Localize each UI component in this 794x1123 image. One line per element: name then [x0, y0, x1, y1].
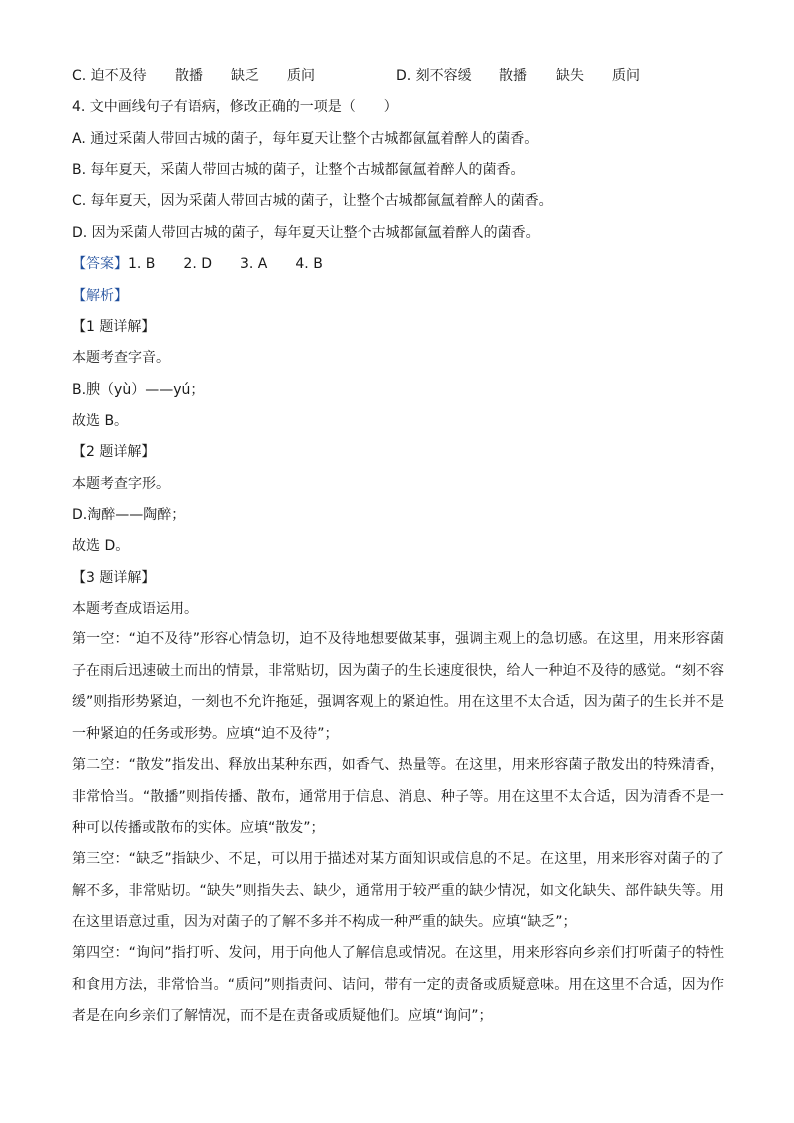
- option-c-word-1: C. 迫不及待: [72, 68, 147, 84]
- option-c-word-4: 质问: [287, 68, 315, 84]
- detail-3-paragraph-blank-2: 第二空：“散发”指发出、释放出某种东西，如香气、热量等。在这里，用来形容菌子散发出的特殊清香，非常恰当。“散播”则指传播、散布，通常用于信息、消息、种子等。用在这里不太合适，因为清香不是一种可以传播或散布的实体。应填“散发”；: [72, 757, 724, 836]
- option-d-word-2: 散播: [499, 68, 527, 84]
- detail-3-line-1: 本题考查成语运用。: [72, 601, 198, 617]
- detail-2-title: 【2 题详解】: [72, 444, 156, 460]
- answer-line: [72, 254, 323, 274]
- question-4-option-b: B. 每年夏天，采菌人带回古城的菌子，让整个古城都氤氲着醉人的菌香。: [72, 162, 525, 178]
- detail-2-line-3: 故选 D。: [72, 538, 130, 554]
- option-d-word-3: 缺失: [556, 68, 584, 84]
- detail-3-paragraph-blank-3: 第三空：“缺乏”指缺少、不足，可以用于描述对某方面知识或信息的不足。在这里，用来形容对菌子的了解不多，非常贴切。“缺失”则指失去、缺少，通常用于较严重的缺少情况，如文化缺失、部件缺失等。用在这里语意过重，因为对菌子的了解不多并不构成一种严重的缺失。应填“缺乏”；: [72, 851, 724, 930]
- question-4-option-c: C. 每年夏天，因为采菌人带回古城的菌子，让整个古城都氤氲着醉人的菌香。: [72, 193, 553, 209]
- detail-3-paragraph-blank-1: 第一空：“迫不及待”形容心情急切，迫不及待地想要做某事，强调主观上的急切感。在这里，用来形容菌子在雨后迅速破土而出的情景，非常贴切，因为菌子的生长速度很快，给人一种迫不及待的感觉。“刻不容缓”则指形势紧迫，一刻也不允许拖延，强调客观上的紧迫性。用在这里不太合适，因为菌子的生长并不是一种紧迫的任务或形势。应填“迫不及待”；: [72, 631, 724, 742]
- option-c-word-2: 散播: [175, 68, 203, 84]
- answer-label: 【答案】: [72, 256, 128, 272]
- detail-1-line-2: B.腴（yù）——yú；: [72, 382, 205, 398]
- detail-2-line-2: D.淘醉——陶醉；: [72, 507, 186, 523]
- detail-2-line-1: 本题考查字形。: [72, 476, 170, 492]
- option-c-word-3: 缺乏: [231, 68, 259, 84]
- detail-1-line-3: 故选 B。: [72, 413, 129, 429]
- option-row-cd: [72, 66, 722, 86]
- question-4-option-a: A. 通过采菌人带回古城的菌子，每年夏天让整个古城都氤氲着醉人的菌香。: [72, 131, 539, 147]
- question-4-stem: 4. 文中画线句子有语病，修改正确的一项是（ ）: [72, 99, 398, 115]
- detail-3-paragraph-blank-4: 第四空：“询问”指打听、发问，用于向他人了解信息或情况。在这里，用来形容向乡亲们打听菌子的特性和食用方法，非常恰当。“质问”则指责问、诘问，带有一定的责备或质疑意味。用在这里不合适，因为作者是在向乡亲们了解情况，而不是在责备或质疑他们。应填“询问”；: [72, 945, 724, 1024]
- detail-1-line-1: 本题考查字音。: [72, 350, 170, 366]
- answer-values: 1. B 2. D 3. A 4. B: [128, 256, 323, 272]
- option-d-word-4: 质问: [612, 68, 640, 84]
- question-4-option-d: D. 因为采菌人带回古城的菌子，每年夏天让整个古城都氤氲着醉人的菌香。: [72, 225, 540, 241]
- analysis-label: 【解析】: [72, 288, 128, 304]
- detail-3-title: 【3 题详解】: [72, 570, 156, 586]
- option-d-word-1: D. 刻不容缓: [396, 68, 472, 84]
- detail-1-title: 【1 题详解】: [72, 319, 156, 335]
